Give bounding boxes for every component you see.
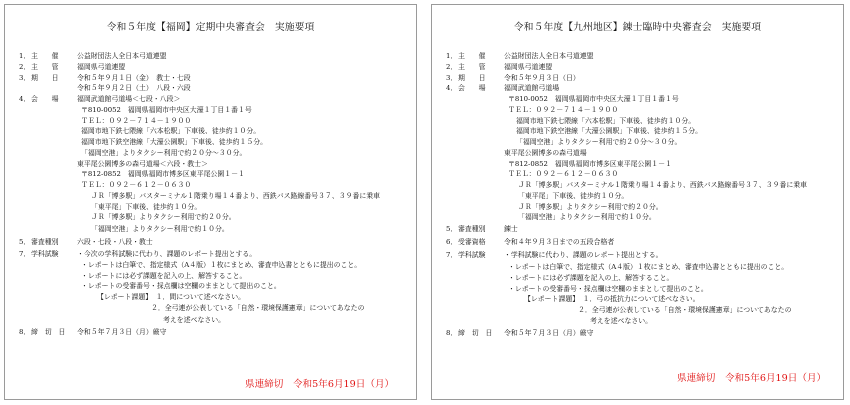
right-document-line — [446, 105, 839, 116]
right-document-line — [446, 305, 839, 316]
right-document-line — [446, 169, 839, 180]
left-item-number: 7． — [19, 250, 31, 258]
right-item-label: 主 管 — [458, 62, 486, 71]
left-item-text: ・今次の学科試験に代わり、課題のレポート提出とする。 — [77, 250, 257, 258]
left-item-number: 2． — [19, 62, 31, 71]
left-document-line — [19, 223, 412, 236]
right-document-line — [446, 137, 839, 148]
right-item-text: 福岡県弓道連盟 — [504, 62, 553, 71]
left-document-line — [19, 292, 412, 303]
left-item-label: 会 場 — [31, 95, 59, 103]
right-item-text: ・レポートには必ず課題を記入の上、解答すること。 — [508, 273, 674, 282]
left-document-line — [19, 83, 412, 94]
right-document-line — [446, 116, 839, 127]
left-item-number: 5． — [19, 238, 31, 246]
right-document-line — [446, 316, 839, 327]
right-document-line — [446, 191, 839, 202]
left-document-line — [19, 271, 412, 282]
left-item-text: 福岡市地下鉄空港線「大濠公園駅」下車後、徒歩約１５分。 — [81, 138, 268, 146]
left-item-text: ・レポートの受審番号・採点欄は空欄のままとして提出のこと。 — [81, 282, 281, 291]
left-item-label: 期 日 — [31, 73, 59, 82]
left-item-text: 令和５年９月１日（金） 教士・七段 — [77, 73, 191, 82]
left-document-line — [19, 62, 412, 73]
left-item-label: 審査種別 — [31, 238, 59, 246]
left-document-line — [19, 249, 412, 260]
right-item-text: 錬士 — [504, 225, 518, 233]
right-item-text: 令和４年９月３日までの五段合格者 — [504, 238, 615, 246]
right-item-number: 5． — [446, 225, 458, 233]
right-item-text: 【レポート課題】 １．弓の抵抗力について述べなさい。 — [524, 295, 700, 304]
left-item-text: ２．全弓連が公表している「自然・環境保護憲章」についてあなたの — [151, 303, 365, 312]
left-document-line — [19, 260, 412, 271]
right-item-text: ・レポートは白筆で、指定様式（A４版）１枚にまとめ、審査申込書とともに提出のこと。 — [508, 263, 789, 271]
left-document-line — [19, 180, 412, 191]
left-item-text: 「東平尾」下車後、徒歩約１０分。 — [91, 202, 202, 211]
right-document-line — [446, 223, 839, 236]
right-document-body — [446, 51, 839, 340]
right-document-line — [446, 262, 839, 273]
left-item-number: 1． — [19, 52, 31, 60]
left-document-line — [19, 159, 412, 170]
right-item-number: 8． — [446, 328, 458, 337]
right-document-line — [446, 327, 839, 340]
left-item-label: 締 切 日 — [31, 327, 66, 336]
right-item-label: 受審資格 — [458, 238, 486, 246]
right-item-label: 期 日 — [458, 73, 486, 82]
left-item-text: 福岡武道館弓道場＜七段・八段＞ — [77, 95, 181, 103]
right-item-text: 福岡市地下鉄空港線「大濠公園駅」下車後、徒歩約１５分。 — [516, 127, 703, 136]
right-item-text: ＴＥＬ：０９２－７１４－１９００ — [508, 105, 619, 114]
left-item-number: 4． — [19, 95, 31, 103]
left-item-label: 主 管 — [31, 62, 59, 71]
left-item-text: 六段・七段・八段・教士 — [77, 238, 153, 246]
right-document-line — [446, 73, 839, 84]
right-document-line — [446, 126, 839, 137]
right-document-line — [446, 236, 839, 249]
right-item-number: 2． — [446, 62, 458, 71]
left-item-text: ＴＥＬ：０９２－７１４－１９００ — [81, 116, 192, 125]
left-document-line — [19, 202, 412, 213]
right-item-text: 東平尾公園博多の森弓道場 — [504, 148, 587, 157]
left-document-line — [19, 73, 412, 84]
right-item-text: 「福岡空港」よりタクシー利用で約１０分。 — [518, 213, 656, 222]
left-document-title: 令和５年度【福岡】定期中央審査会 実施要項 — [106, 22, 315, 33]
left-item-text: 東平尾公園博多の森弓道場＜六段・教士＞ — [77, 159, 208, 168]
right-item-number: 6． — [446, 238, 458, 246]
left-item-number: 8． — [19, 327, 31, 336]
right-item-text: 令和５年９月３日（日） — [504, 73, 580, 82]
right-item-text: ＪＲ「博多駅」よりタクシー利用で約２０分。 — [518, 202, 663, 211]
right-document-line — [446, 294, 839, 305]
right-document-line — [446, 249, 839, 262]
right-item-text: 〒812-0852 福岡県福岡市博多区東平尾公園１－１ — [508, 159, 672, 168]
right-item-text: ・学科試験に代わり、課題のレポート提出とする。 — [504, 251, 663, 259]
left-item-text: 福岡市地下鉄七隈線「六本松駅」下車後、徒歩約１０分。 — [81, 127, 261, 136]
right-item-number: 3． — [446, 73, 458, 82]
left-document-line — [19, 126, 412, 137]
left-item-text: 【レポート課題】 １．間について述べなさい。 — [97, 293, 246, 301]
right-item-label: 学科試験 — [458, 251, 486, 259]
right-item-label: 会 場 — [458, 84, 486, 93]
right-item-text: ＪＲ「博多駅」バスターミナル１階乗り場１４番より、西鉄バス路線番号３７、３９番に乗車 — [518, 181, 808, 189]
right-item-text: 福岡市地下鉄七隈線「六本松駅」下車後、徒歩約１０分。 — [516, 116, 696, 125]
left-item-text: ・レポートには必ず課題を記入の上、解答すること。 — [81, 271, 247, 280]
left-item-text: 公益財団法人全日本弓道連盟 — [77, 52, 167, 60]
right-document-line — [446, 51, 839, 62]
left-document-line — [19, 281, 412, 292]
right-item-text: 〒810-0052 福岡県福岡市中央区大濠１丁目１番１号 — [508, 95, 679, 103]
right-document-line — [446, 273, 839, 284]
right-item-text: ＴＥＬ：０９２－６１２－０６３０ — [508, 170, 619, 179]
left-item-text: 考えを述べなさい。 — [163, 315, 226, 324]
left-document-line — [19, 137, 412, 148]
left-document-line — [19, 303, 412, 314]
right-document-line — [446, 180, 839, 191]
right-item-text: 福岡武道館弓道場 — [504, 84, 560, 93]
left-document-line — [19, 191, 412, 202]
right-item-text: 令和５年７月３日（月）厳守 — [504, 328, 594, 337]
right-document-line — [446, 159, 839, 170]
right-deadline-note: 県連締切 令和5年6月19日（月） — [677, 373, 827, 384]
right-item-text: 公益財団法人全日本弓道連盟 — [504, 52, 594, 60]
right-document-line — [446, 148, 839, 159]
left-item-number: 3． — [19, 73, 31, 82]
right-item-number: 4． — [446, 84, 458, 93]
left-document-line — [19, 327, 412, 338]
left-document-line — [19, 169, 412, 180]
left-item-text: 「福岡空港」よりタクシー利用で約２０分～３０分。 — [81, 148, 247, 157]
left-document-line — [19, 236, 412, 249]
left-item-text: 令和５年９月２日（土） 八段・六段 — [77, 84, 191, 93]
left-item-text: 〒812-0852 福岡県福岡市博多区東平尾公園１－１ — [81, 170, 245, 179]
left-item-text: 福岡県弓道連盟 — [77, 62, 126, 71]
right-item-text: 考えを述べなさい。 — [590, 316, 653, 325]
right-item-label: 締 切 日 — [458, 328, 493, 337]
left-item-text: 「福岡空港」よりタクシー利用で約１０分。 — [91, 225, 229, 233]
left-item-label: 学科試験 — [31, 250, 59, 258]
left-item-label: 主 催 — [31, 52, 59, 60]
right-item-text: 「福岡空港」よりタクシー利用で約２０分～３０分。 — [516, 138, 682, 146]
left-item-text: 〒810-0052 福岡県福岡市中央区大濠１丁目１番１号 — [81, 105, 252, 114]
right-document-line — [446, 83, 839, 94]
right-document-title: 令和５年度【九州地区】錬士臨時中央審査会 実施要項 — [513, 22, 762, 33]
right-document-line — [446, 202, 839, 213]
right-document-line — [446, 212, 839, 223]
left-document-line — [19, 212, 412, 223]
left-document-line — [19, 105, 412, 116]
right-item-label: 主 催 — [458, 52, 486, 60]
right-item-number: 1． — [446, 52, 458, 60]
left-document-line — [19, 51, 412, 62]
left-document-line — [19, 94, 412, 105]
left-document-line — [19, 116, 412, 127]
right-document-line — [446, 94, 839, 105]
left-item-text: ＴＥＬ：０９２－６１２－０６３０ — [81, 181, 192, 189]
left-item-text: ＪＲ「博多駅」よりタクシー利用で約２０分。 — [91, 213, 236, 222]
left-item-text: ・レポートは白筆で、指定様式（A４版）１枚にまとめ、審査申込書とともに提出のこと。 — [81, 260, 362, 269]
left-document-line — [19, 314, 412, 327]
left-item-text: 令和５年７月３日（月）厳守 — [77, 327, 167, 336]
right-item-label: 審査種別 — [458, 225, 486, 233]
left-item-text: ＪＲ「博多駅」バスターミナル１階乗り場１４番より、西鉄バス路線番号３７、３９番に乗車 — [91, 191, 381, 200]
left-document-panel — [4, 4, 417, 400]
left-document-body — [19, 51, 412, 337]
right-item-number: 7． — [446, 251, 458, 259]
right-item-text: ・レポートの受審番号・採点欄は空欄のままとして提出のこと。 — [508, 284, 708, 293]
right-item-text: ２．全弓連が公表している「自然・環境保護憲章」についてあなたの — [578, 306, 792, 314]
right-document-line — [446, 62, 839, 73]
right-document-line — [446, 284, 839, 295]
right-item-text: 「東平尾」下車後、徒歩約１０分。 — [518, 191, 629, 200]
left-deadline-note: 県連締切 令和5年6月19日（月） — [245, 379, 395, 390]
right-document-panel — [431, 4, 844, 400]
left-document-line — [19, 148, 412, 159]
